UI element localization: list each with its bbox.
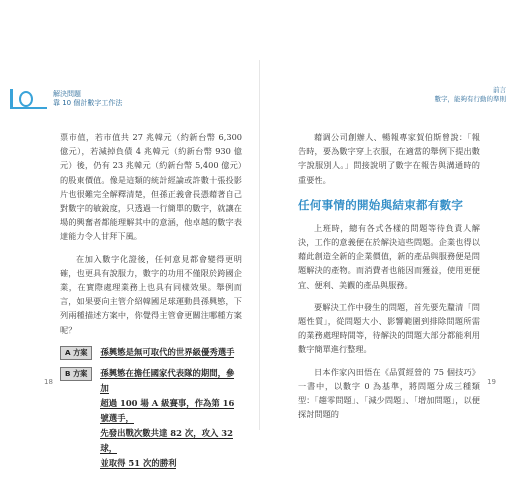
left-header-line1: 解決問題 [53, 90, 81, 98]
right-paragraph-3: 日本作家內田悟在《品質經營的 75 個技巧》一書中，以數字 0 為基準，將問題分成三種類型：「趨零問題」、「減少問題」、「增加問題」，以便探討問題的 [298, 366, 480, 420]
page-gutter [259, 60, 260, 430]
plan-b-line2: 超過 100 場 A 級賽事，作為第 16 號選手， [100, 397, 235, 423]
left-paragraph-1: 票市值，若市值共 27 兆韓元（約新台幣 6,300 億元），若減掉負債 4 兆韓元（約新台幣 930 億元）後，仍有 23 兆韓元（約新台幣 5,400 億元）的股東價值。像是這類的統計經論或許數十張投影片也很難完全解釋清楚，但孫正義會長憑藉著自己對數字的敏銳度，只透過一行簡單的數字，就讓在場的興奮者都能理解其中的意涵，他卓越的數字表達能力令人甘拜下風。 [60, 132, 242, 242]
left-page-number: 18 [44, 378, 53, 386]
left-page-body [60, 130, 242, 471]
plan-b-line4: 並取得 51 次的勝利 [100, 457, 177, 468]
right-header-line1: 前言 [493, 86, 506, 94]
right-paragraph-top: 藉调公司創辦人、暢報專家賀伯斯曾說：「報告時，要為數字穿上衣服，在適當的舉例下提出數字說服別人。」問接說明了數字在報告與溝通時的重要性。 [298, 132, 480, 185]
plan-a [60, 345, 242, 360]
plan-b-line3: 先發出戰次數共達 82 次，攻入 32 球， [100, 427, 233, 453]
left-paragraph-2: 在加入數字化證後，任何意見都會變得更明確，也更具有說服力，數字的功用不僅限於跨國企業，在實際處理業務上也具有同樣效果。舉例而言，如果要向主管介紹韓國足球運動員孫興慜，下列兩種描述方案中，你覺得主管會更關注哪種方案呢？ [60, 253, 242, 335]
plan-b-text [100, 366, 242, 471]
plan-b-line1: 孫興慜在擔任國家代表隊的期間，參加 [100, 367, 235, 393]
section-title: 任何事情的開始與結束都有數字 [298, 197, 464, 212]
left-header-text [53, 90, 122, 108]
plan-b-badge: B 方案 [60, 367, 92, 381]
right-header-line2: 數字，能夠有行動的準則 [434, 95, 506, 103]
right-paragraph-2: 要解決工作中發生的問題，首先要先釐清「問題性質」，從問題大小、影響範圍到排除問題所需的業務處理時間等，待解決的問題大部分都能利用數字簡單進行整理。 [298, 301, 480, 355]
plan-b [60, 366, 242, 471]
book-logo-icon [10, 89, 47, 109]
left-header-line2: 靠 10 個計數字工作法 [53, 99, 123, 107]
right-paragraph-1: 上班時，總有各式各樣的問題等待負責人解決，工作的意義便在於解決這些問題。企業也得以藉此創造全新的企業價值，新的產品與服務便是問題解決的產物。而消費者也能因而獲益，使用更便宜、便利、美觀的產品與服務。 [298, 222, 480, 290]
plan-a-text-line: 孫興慜是無可取代的世界級優秀選手 [100, 346, 235, 357]
right-page-number: 19 [487, 378, 496, 386]
plan-a-text [100, 345, 234, 360]
right-page-header [435, 86, 507, 104]
plan-a-badge: A 方案 [60, 346, 92, 360]
left-page-header [10, 85, 122, 113]
right-page-body [298, 130, 480, 429]
